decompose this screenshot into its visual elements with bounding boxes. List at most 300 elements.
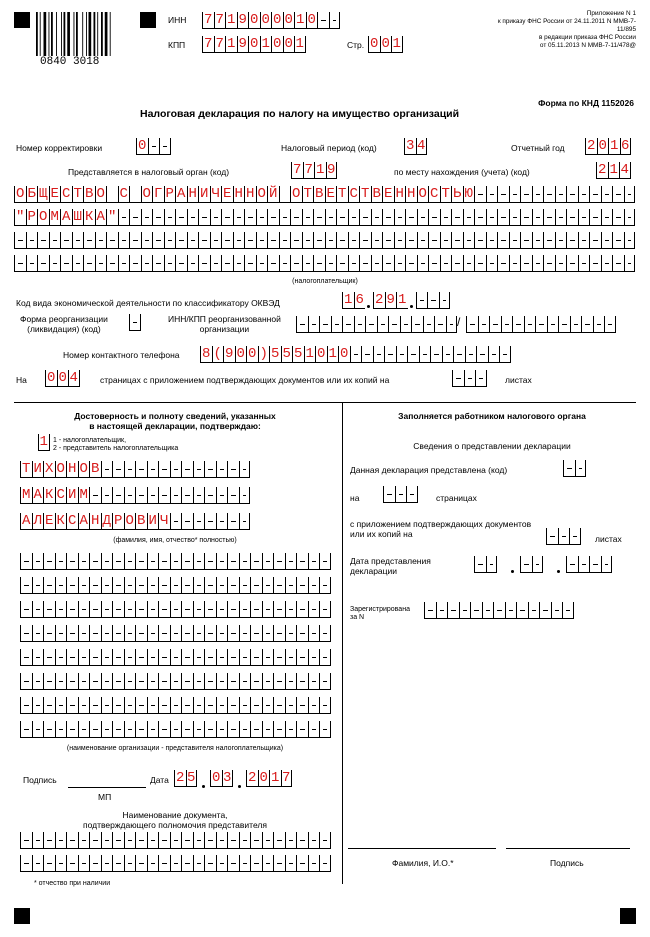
form-cell[interactable] <box>566 556 578 573</box>
rep-org-row-3[interactable] <box>20 601 331 618</box>
form-cell[interactable]: 2 <box>174 770 186 787</box>
form-cell[interactable]: 0 <box>315 346 327 363</box>
form-cell[interactable] <box>187 209 199 226</box>
form-cell[interactable]: Н <box>233 186 245 203</box>
form-cell[interactable]: 0 <box>235 346 247 363</box>
form-cell[interactable] <box>267 255 279 272</box>
form-cell[interactable] <box>158 673 170 690</box>
form-cell[interactable] <box>612 209 624 226</box>
form-cell[interactable] <box>239 553 251 570</box>
form-cell[interactable] <box>578 209 590 226</box>
form-cell[interactable] <box>216 721 228 738</box>
form-cell[interactable] <box>624 232 636 249</box>
form-cell[interactable]: О <box>95 186 107 203</box>
form-cell[interactable] <box>601 556 613 573</box>
form-cell[interactable] <box>520 209 532 226</box>
form-cell[interactable]: ) <box>258 346 270 363</box>
form-cell[interactable]: 0 <box>248 12 260 29</box>
form-cell[interactable] <box>216 855 228 872</box>
form-cell[interactable] <box>543 186 555 203</box>
form-cell[interactable] <box>543 209 555 226</box>
form-cell[interactable] <box>135 832 147 849</box>
form-cell[interactable] <box>78 649 90 666</box>
form-cell[interactable]: 3 <box>404 138 416 155</box>
form-cell[interactable] <box>290 209 302 226</box>
form-cell[interactable] <box>32 601 44 618</box>
patronymic-cells[interactable] <box>20 513 250 530</box>
form-cell[interactable] <box>486 209 498 226</box>
form-cell[interactable] <box>158 577 170 594</box>
form-cell[interactable]: С <box>60 186 72 203</box>
form-cell[interactable] <box>49 232 61 249</box>
signature-line[interactable] <box>68 787 146 788</box>
form-cell[interactable] <box>539 602 551 619</box>
form-cell[interactable] <box>181 697 193 714</box>
form-cell[interactable] <box>101 553 113 570</box>
form-cell[interactable] <box>147 721 159 738</box>
form-cell[interactable] <box>193 855 205 872</box>
form-cell[interactable] <box>532 209 544 226</box>
correction-cells[interactable] <box>136 138 171 155</box>
office-sheets-cells[interactable] <box>546 528 581 545</box>
form-cell[interactable] <box>20 697 32 714</box>
form-cell[interactable] <box>570 316 582 333</box>
form-cell[interactable] <box>400 316 412 333</box>
form-cell[interactable] <box>118 255 130 272</box>
form-cell[interactable]: 9 <box>327 162 336 178</box>
form-cell[interactable]: 8 <box>200 346 212 363</box>
form-cell[interactable] <box>273 697 285 714</box>
form-cell[interactable]: 6 <box>621 138 630 154</box>
form-cell[interactable]: 7 <box>303 162 315 179</box>
form-cell[interactable] <box>262 625 274 642</box>
form-cell[interactable]: 7 <box>291 162 303 179</box>
form-cell[interactable] <box>147 553 159 570</box>
form-cell[interactable] <box>575 460 587 477</box>
form-cell[interactable] <box>32 697 44 714</box>
form-cell[interactable] <box>239 832 251 849</box>
form-cell[interactable] <box>474 255 486 272</box>
form-cell[interactable] <box>89 601 101 618</box>
form-cell[interactable] <box>359 255 371 272</box>
form-cell[interactable] <box>319 625 331 642</box>
form-cell[interactable]: В <box>313 186 325 203</box>
form-cell[interactable] <box>181 721 193 738</box>
form-cell[interactable] <box>55 601 67 618</box>
form-cell[interactable] <box>419 346 431 363</box>
form-cell[interactable]: 7 <box>214 36 226 53</box>
form-cell[interactable] <box>216 649 228 666</box>
form-cell[interactable] <box>589 556 601 573</box>
form-cell[interactable] <box>317 12 329 29</box>
form-cell[interactable] <box>589 232 601 249</box>
form-cell[interactable] <box>273 855 285 872</box>
form-cell[interactable] <box>72 232 84 249</box>
form-cell[interactable] <box>250 855 262 872</box>
form-cell[interactable] <box>239 721 251 738</box>
form-cell[interactable] <box>193 553 205 570</box>
form-cell[interactable] <box>193 601 205 618</box>
form-cell[interactable] <box>55 721 67 738</box>
form-cell[interactable] <box>489 316 501 333</box>
form-cell[interactable] <box>501 316 513 333</box>
okved-cells[interactable] <box>342 292 450 309</box>
form-cell[interactable] <box>474 209 486 226</box>
form-cell[interactable] <box>20 601 32 618</box>
form-cell[interactable] <box>262 649 274 666</box>
form-cell[interactable] <box>124 832 136 849</box>
form-cell[interactable]: Л <box>32 513 44 530</box>
form-cell[interactable] <box>382 255 394 272</box>
form-cell[interactable] <box>170 601 182 618</box>
form-cell[interactable] <box>216 673 228 690</box>
form-cell[interactable] <box>83 232 95 249</box>
form-cell[interactable] <box>129 209 141 226</box>
form-cell[interactable] <box>296 601 308 618</box>
form-cell[interactable]: 1 <box>295 36 304 52</box>
presented-code-cells[interactable] <box>563 460 586 477</box>
form-cell[interactable] <box>101 697 113 714</box>
form-cell[interactable] <box>555 186 567 203</box>
form-cell[interactable] <box>124 697 136 714</box>
form-cell[interactable]: 0 <box>45 370 57 387</box>
form-cell[interactable] <box>516 602 528 619</box>
form-cell[interactable]: Й <box>267 186 279 203</box>
form-cell[interactable] <box>612 232 624 249</box>
form-cell[interactable]: А <box>60 209 72 226</box>
form-cell[interactable] <box>285 577 297 594</box>
form-cell[interactable] <box>388 316 400 333</box>
form-cell[interactable] <box>181 577 193 594</box>
form-cell[interactable]: 0 <box>283 12 295 29</box>
rep-org-row-7[interactable] <box>20 697 331 714</box>
form-cell[interactable] <box>285 832 297 849</box>
form-cell[interactable]: Б <box>26 186 38 203</box>
location-cells[interactable] <box>596 162 631 179</box>
form-cell[interactable] <box>499 346 511 363</box>
form-cell[interactable] <box>78 673 90 690</box>
form-cell[interactable] <box>308 625 320 642</box>
form-cell[interactable] <box>227 721 239 738</box>
form-cell[interactable] <box>417 209 429 226</box>
form-cell[interactable]: С <box>428 186 440 203</box>
form-cell[interactable] <box>262 721 274 738</box>
form-cell[interactable] <box>181 649 193 666</box>
form-cell[interactable] <box>216 832 228 849</box>
form-cell[interactable] <box>124 721 136 738</box>
form-cell[interactable]: Е <box>43 513 55 530</box>
form-cell[interactable] <box>589 255 601 272</box>
form-cell[interactable] <box>89 553 101 570</box>
form-cell[interactable] <box>204 855 216 872</box>
form-cell[interactable] <box>359 232 371 249</box>
form-cell[interactable]: Д <box>101 513 113 530</box>
form-cell[interactable] <box>55 553 67 570</box>
form-cell[interactable]: Н <box>405 186 417 203</box>
form-cell[interactable]: О <box>141 186 153 203</box>
form-cell[interactable] <box>428 255 440 272</box>
form-cell[interactable] <box>129 232 141 249</box>
form-cell[interactable] <box>262 697 274 714</box>
form-cell[interactable] <box>497 186 509 203</box>
form-cell[interactable] <box>566 209 578 226</box>
form-cell[interactable] <box>273 625 285 642</box>
form-cell[interactable] <box>578 255 590 272</box>
form-cell[interactable] <box>43 832 55 849</box>
form-cell[interactable] <box>49 255 61 272</box>
office-pages-cells[interactable] <box>383 486 418 503</box>
form-cell[interactable] <box>250 649 262 666</box>
form-cell[interactable] <box>313 209 325 226</box>
form-cell[interactable] <box>428 209 440 226</box>
form-cell[interactable] <box>221 232 233 249</box>
form-cell[interactable] <box>285 673 297 690</box>
office-date-year[interactable] <box>566 556 612 573</box>
form-cell[interactable] <box>296 673 308 690</box>
form-cell[interactable] <box>482 602 494 619</box>
form-cell[interactable] <box>354 316 366 333</box>
form-cell[interactable] <box>101 625 113 642</box>
form-cell[interactable] <box>135 601 147 618</box>
form-cell[interactable]: Т <box>336 186 348 203</box>
form-cell[interactable] <box>451 255 463 272</box>
form-cell[interactable] <box>158 697 170 714</box>
form-cell[interactable] <box>204 577 216 594</box>
form-cell[interactable]: " <box>106 209 118 226</box>
form-cell[interactable] <box>239 673 251 690</box>
form-cell[interactable] <box>296 721 308 738</box>
form-cell[interactable] <box>308 673 320 690</box>
form-cell[interactable] <box>296 553 308 570</box>
form-cell[interactable]: Т <box>302 186 314 203</box>
form-cell[interactable] <box>158 855 170 872</box>
form-cell[interactable] <box>394 209 406 226</box>
form-cell[interactable]: Т <box>359 186 371 203</box>
form-cell[interactable] <box>204 697 216 714</box>
form-cell[interactable] <box>198 209 210 226</box>
form-cell[interactable] <box>227 577 239 594</box>
form-cell[interactable]: 1 <box>396 292 408 309</box>
form-cell[interactable] <box>285 553 297 570</box>
sheets-cells[interactable] <box>452 370 487 387</box>
form-cell[interactable] <box>20 553 32 570</box>
form-cell[interactable] <box>452 370 464 387</box>
form-cell[interactable] <box>204 601 216 618</box>
form-cell[interactable] <box>101 461 113 478</box>
form-cell[interactable] <box>509 209 521 226</box>
pages-cells[interactable] <box>45 370 80 387</box>
form-cell[interactable]: Г <box>152 186 164 203</box>
form-cell[interactable] <box>158 461 170 478</box>
form-cell[interactable] <box>101 577 113 594</box>
form-cell[interactable] <box>170 625 182 642</box>
form-cell[interactable]: 0 <box>271 12 283 29</box>
form-cell[interactable]: 5 <box>269 346 281 363</box>
form-cell[interactable]: 1 <box>392 36 401 52</box>
form-cell[interactable]: Е <box>382 186 394 203</box>
form-cell[interactable] <box>486 255 498 272</box>
form-cell[interactable] <box>239 649 251 666</box>
form-cell[interactable]: А <box>20 513 32 530</box>
form-cell[interactable] <box>193 697 205 714</box>
form-cell[interactable] <box>101 721 113 738</box>
form-cell[interactable]: 0 <box>597 138 609 155</box>
form-cell[interactable] <box>486 556 498 573</box>
form-cell[interactable]: И <box>32 461 44 478</box>
form-cell[interactable]: 5 <box>187 770 196 786</box>
form-cell[interactable] <box>624 255 636 272</box>
form-cell[interactable] <box>32 577 44 594</box>
form-cell[interactable] <box>55 625 67 642</box>
form-cell[interactable] <box>262 577 274 594</box>
form-cell[interactable] <box>14 232 26 249</box>
form-cell[interactable] <box>239 461 251 478</box>
form-cell[interactable] <box>66 673 78 690</box>
form-cell[interactable]: 1 <box>260 36 272 53</box>
form-cell[interactable] <box>193 832 205 849</box>
form-cell[interactable] <box>216 487 228 504</box>
form-cell[interactable]: 4 <box>417 138 426 154</box>
form-cell[interactable]: Ш <box>72 209 84 226</box>
form-cell[interactable] <box>32 673 44 690</box>
form-cell[interactable] <box>78 601 90 618</box>
reorg-kpp-cells[interactable] <box>466 316 616 333</box>
form-cell[interactable]: 0 <box>260 12 272 29</box>
form-cell[interactable] <box>158 487 170 504</box>
form-cell[interactable] <box>325 232 337 249</box>
form-cell[interactable] <box>384 346 396 363</box>
form-cell[interactable]: О <box>55 461 67 478</box>
form-cell[interactable] <box>187 232 199 249</box>
form-cell[interactable] <box>181 601 193 618</box>
form-cell[interactable] <box>424 602 436 619</box>
form-cell[interactable]: О <box>124 513 136 530</box>
form-cell[interactable] <box>463 255 475 272</box>
signer-code-cell[interactable] <box>38 434 50 451</box>
form-cell[interactable] <box>20 649 32 666</box>
form-cell[interactable]: 1 <box>225 12 237 29</box>
form-cell[interactable] <box>578 232 590 249</box>
form-cell[interactable] <box>233 209 245 226</box>
form-cell[interactable] <box>497 255 509 272</box>
form-cell[interactable] <box>348 232 360 249</box>
form-cell[interactable] <box>89 855 101 872</box>
form-cell[interactable] <box>78 577 90 594</box>
kpp-cells[interactable] <box>202 36 306 53</box>
form-cell[interactable] <box>124 649 136 666</box>
form-cell[interactable] <box>566 255 578 272</box>
form-cell[interactable] <box>493 602 505 619</box>
form-cell[interactable] <box>20 832 32 849</box>
form-cell[interactable] <box>204 513 216 530</box>
form-cell[interactable]: Ч <box>210 186 222 203</box>
form-cell[interactable] <box>394 232 406 249</box>
form-cell[interactable] <box>112 553 124 570</box>
form-cell[interactable] <box>32 855 44 872</box>
form-cell[interactable] <box>601 232 613 249</box>
form-cell[interactable]: 1 <box>39 434 48 450</box>
form-cell[interactable] <box>273 673 285 690</box>
form-cell[interactable]: М <box>20 487 32 504</box>
form-cell[interactable] <box>193 673 205 690</box>
form-cell[interactable] <box>60 232 72 249</box>
form-cell[interactable] <box>89 649 101 666</box>
form-cell[interactable] <box>135 461 147 478</box>
form-cell[interactable]: 0 <box>283 36 295 53</box>
form-cell[interactable] <box>464 370 476 387</box>
form-cell[interactable]: О <box>290 186 302 203</box>
form-cell[interactable] <box>204 673 216 690</box>
form-cell[interactable] <box>101 487 113 504</box>
form-cell[interactable] <box>285 649 297 666</box>
form-cell[interactable] <box>112 625 124 642</box>
form-cell[interactable]: 0 <box>368 36 380 53</box>
form-cell[interactable]: Н <box>187 186 199 203</box>
form-cell[interactable]: Щ <box>37 186 49 203</box>
form-cell[interactable] <box>83 255 95 272</box>
form-cell[interactable] <box>124 487 136 504</box>
form-cell[interactable] <box>239 513 251 530</box>
form-cell[interactable] <box>112 601 124 618</box>
form-cell[interactable] <box>147 697 159 714</box>
form-cell[interactable] <box>290 255 302 272</box>
form-cell[interactable] <box>428 232 440 249</box>
form-cell[interactable] <box>170 577 182 594</box>
form-cell[interactable] <box>216 601 228 618</box>
form-cell[interactable] <box>555 255 567 272</box>
form-cell[interactable] <box>227 461 239 478</box>
form-cell[interactable]: М <box>78 487 90 504</box>
form-cell[interactable] <box>204 625 216 642</box>
form-cell[interactable] <box>250 832 262 849</box>
form-cell[interactable] <box>336 232 348 249</box>
form-cell[interactable] <box>124 461 136 478</box>
form-cell[interactable] <box>129 314 141 331</box>
form-cell[interactable] <box>135 697 147 714</box>
form-cell[interactable] <box>66 832 78 849</box>
form-cell[interactable] <box>26 255 38 272</box>
form-cell[interactable] <box>601 186 613 203</box>
form-cell[interactable] <box>285 721 297 738</box>
form-cell[interactable] <box>543 255 555 272</box>
form-cell[interactable]: 9 <box>237 36 249 53</box>
form-cell[interactable] <box>106 232 118 249</box>
form-cell[interactable] <box>181 832 193 849</box>
form-cell[interactable] <box>101 649 113 666</box>
form-cell[interactable] <box>486 232 498 249</box>
rep-org-row-4[interactable] <box>20 625 331 642</box>
form-cell[interactable] <box>89 673 101 690</box>
form-cell[interactable]: 0 <box>248 36 260 53</box>
form-cell[interactable] <box>227 855 239 872</box>
registered-cells[interactable] <box>424 602 574 619</box>
form-cell[interactable] <box>187 255 199 272</box>
form-cell[interactable] <box>43 625 55 642</box>
form-cell[interactable]: В <box>371 186 383 203</box>
form-cell[interactable] <box>486 186 498 203</box>
rep-org-row-8[interactable] <box>20 721 331 738</box>
form-cell[interactable] <box>37 232 49 249</box>
form-cell[interactable]: 5 <box>281 346 293 363</box>
form-cell[interactable] <box>152 232 164 249</box>
rep-org-row-6[interactable] <box>20 673 331 690</box>
form-cell[interactable] <box>566 186 578 203</box>
form-cell[interactable] <box>566 232 578 249</box>
form-cell[interactable] <box>273 649 285 666</box>
form-cell[interactable] <box>216 697 228 714</box>
office-date-day[interactable] <box>474 556 497 573</box>
form-cell[interactable] <box>112 697 124 714</box>
